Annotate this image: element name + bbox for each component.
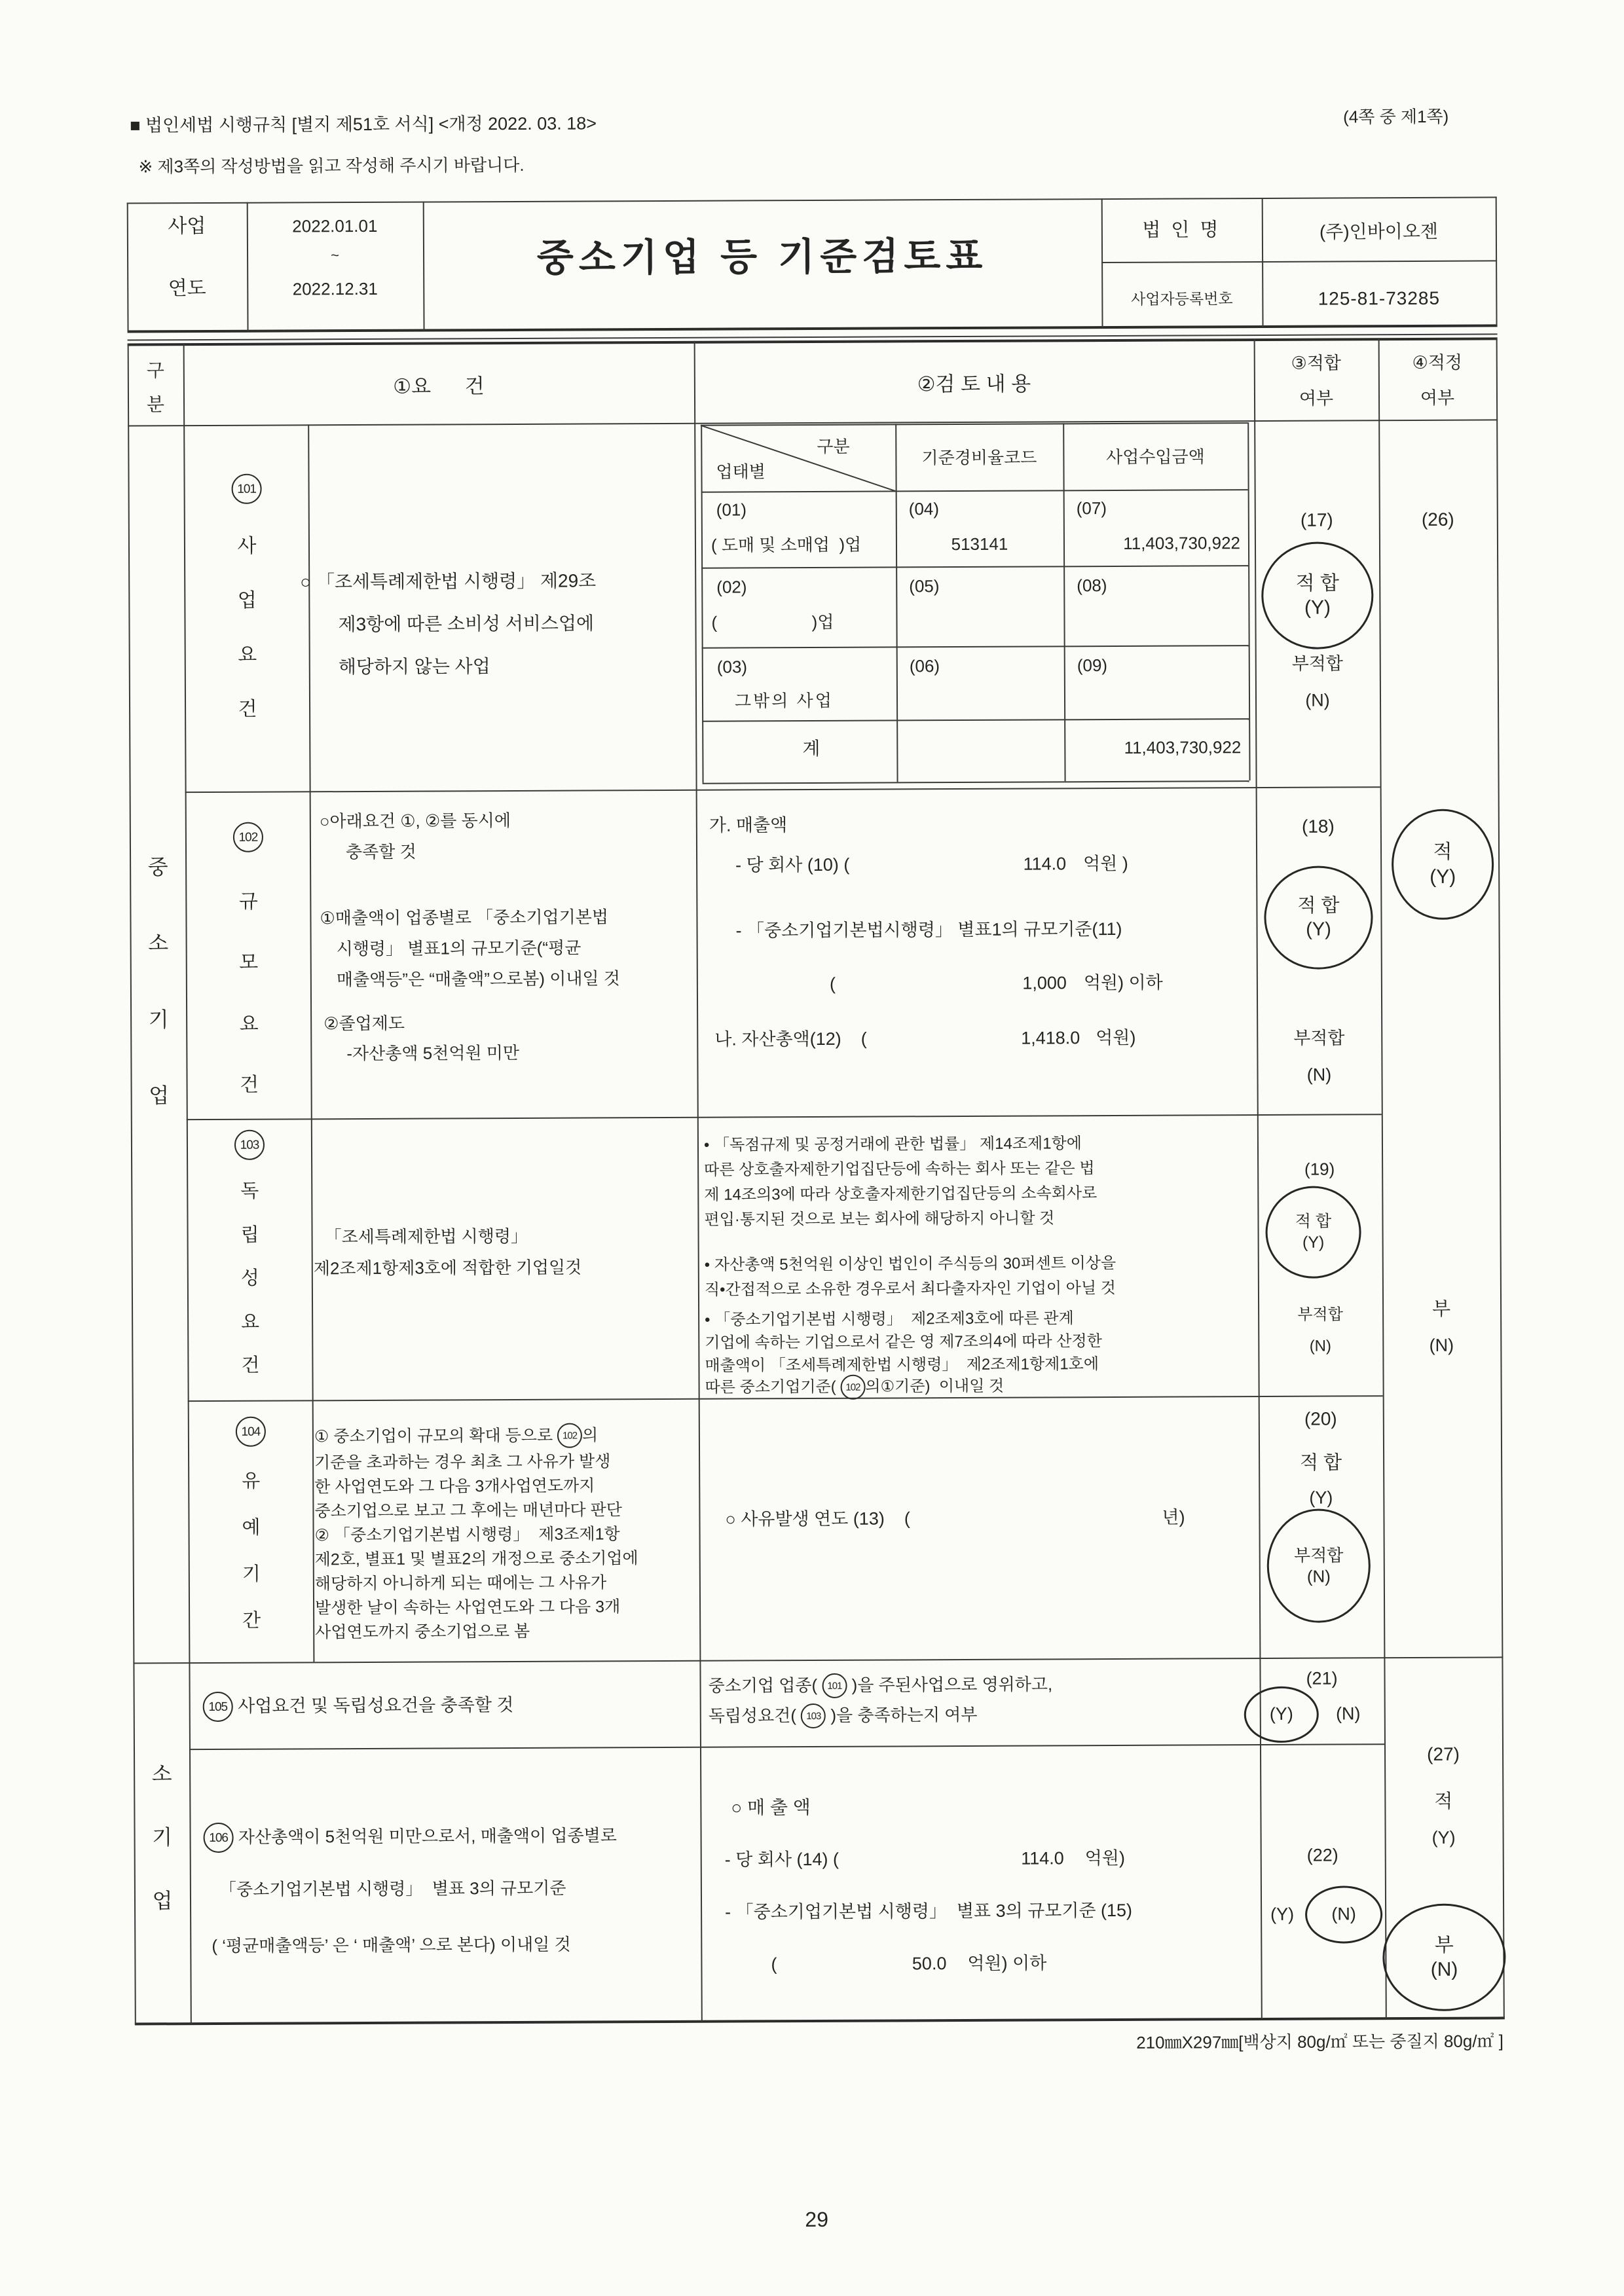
fail-mark-circle-20 bbox=[1266, 1508, 1371, 1623]
ref-101-badge: 101 bbox=[822, 1673, 847, 1698]
grid-line-v bbox=[1247, 422, 1250, 780]
page-number: 29 bbox=[805, 2207, 829, 2232]
biz-table-diag-left: 업태별 bbox=[716, 462, 766, 482]
grid-line-v bbox=[895, 424, 898, 782]
grid-line-h bbox=[702, 645, 1249, 649]
review-line-with-ref bbox=[709, 1703, 978, 1729]
paper-spec-footer: 210㎜X297㎜[백상지 80g/㎡ 또는 중질지 80g/㎡ ] bbox=[1136, 2031, 1504, 2052]
biz-table-cell: (08) bbox=[1077, 575, 1107, 596]
cause-year-unit: 년) bbox=[1162, 1507, 1185, 1527]
pass-yn-20: (Y) bbox=[1309, 1487, 1333, 1508]
period-end-date: 2022.12.31 bbox=[292, 278, 378, 299]
size-standard-value-15: 50.0 bbox=[912, 1954, 947, 1974]
review-line: 억원) 이하 bbox=[967, 1953, 1047, 1973]
pass-yn: (Y) bbox=[1269, 1704, 1293, 1724]
review-line: 억원) bbox=[1096, 1027, 1136, 1048]
req-line: -자산총액 5천억원 미만 bbox=[346, 1042, 520, 1064]
fit-code-19: (19) bbox=[1304, 1159, 1335, 1179]
label-char: 유 bbox=[242, 1470, 261, 1492]
review-line: - 「중소기업기본법 시행령」 별표 3의 규모기준 (15) bbox=[725, 1900, 1133, 1922]
review-line-with-ref bbox=[709, 1672, 1053, 1698]
label-char: 립 bbox=[240, 1224, 259, 1246]
pass-mark-circle-19 bbox=[1265, 1186, 1361, 1279]
label-char: 간 bbox=[242, 1610, 261, 1631]
pass-yn: (Y) bbox=[1306, 919, 1331, 940]
review-line: - 「중소기업기본법시행령」 별표1의 규모기준(11) bbox=[735, 919, 1122, 941]
pass-yn-22: (Y) bbox=[1270, 1904, 1295, 1924]
col-header-requirement: ①요 건 bbox=[393, 374, 485, 398]
biz-table-cell: (02) bbox=[716, 577, 747, 597]
review-line: 억원) bbox=[1084, 1848, 1125, 1868]
bullet-line-with-ref bbox=[705, 1374, 1005, 1400]
pass-yn: (Y) bbox=[1430, 866, 1456, 888]
section-number-badge: 102 bbox=[233, 822, 263, 852]
req-line: 제2호, 별표1 및 별표2의 개정으로 중소기업에 bbox=[314, 1549, 638, 1569]
req-line: ② 「중소기업기본법 시행령」 제3조제1항 bbox=[314, 1525, 620, 1545]
bullet-line: 제 14조의3에 따라 상호출자제한기업집단등의 소속회사로 bbox=[704, 1184, 1098, 1204]
section-number-badge: 104 bbox=[236, 1417, 266, 1447]
review-line: - 당 회사 (14) ( bbox=[724, 1849, 840, 1870]
bullet-line: • 「독점규제 및 공정거래에 관한 법률」 제14조제1항에 bbox=[703, 1135, 1082, 1154]
biz-reg-number: 125-81-73285 bbox=[1318, 287, 1441, 309]
biz-table-cell: 그밖의 사업 bbox=[734, 690, 834, 711]
biz-table-cell: (04) bbox=[908, 499, 940, 519]
fail-yn: (N) bbox=[1331, 1904, 1356, 1924]
review-text: 중소기업 업종( bbox=[708, 1675, 822, 1696]
size-standard-value: 1,000 bbox=[1022, 973, 1067, 993]
biz-table-total-amount: 11,403,730,922 bbox=[1124, 737, 1242, 757]
proper-code-27: (27) bbox=[1427, 1743, 1460, 1764]
review-line: ( bbox=[771, 1954, 777, 1975]
business-year-label-top: 사업 bbox=[168, 215, 206, 238]
req-text: 자산총액이 5천억원 미만으로서, 매출액이 업종별로 bbox=[233, 1825, 617, 1847]
section-number-badge: 106 bbox=[203, 1823, 233, 1853]
proper-27-pass-yn: (Y) bbox=[1431, 1827, 1456, 1848]
review-line: ○ 매 출 액 bbox=[731, 1797, 811, 1818]
biz-table-cell: ( )업 bbox=[711, 611, 834, 632]
req-line: 사업연도까지 중소기업으로 봄 bbox=[315, 1622, 530, 1642]
label-char: 성 bbox=[240, 1267, 259, 1289]
pass-yn-circle-21 bbox=[1244, 1686, 1319, 1743]
business-year-label-bottom: 연도 bbox=[168, 278, 206, 300]
label-char: 규 bbox=[238, 890, 258, 913]
pass-text-20: 적 합 bbox=[1299, 1452, 1342, 1474]
biz-table-cell: 11,403,730,922 bbox=[1123, 533, 1241, 553]
req-line: 시행령」 별표1의 규모기준(“평균 bbox=[336, 938, 581, 959]
grid-line-h bbox=[701, 489, 1248, 493]
section-103-label bbox=[234, 1130, 266, 1377]
review-text: )을 충족하는지 여부 bbox=[826, 1704, 978, 1725]
fit-code-22: (22) bbox=[1306, 1845, 1338, 1865]
grid-line-h bbox=[187, 1114, 1382, 1120]
grid-line-h bbox=[185, 786, 1380, 793]
review-text: )을 주된사업으로 영위하고, bbox=[847, 1674, 1053, 1695]
fail-yn: (N) bbox=[1306, 1566, 1331, 1586]
page-indicator: (4쪽 중 제1쪽) bbox=[1343, 106, 1449, 127]
sales-amount-value: 114.0 bbox=[1023, 854, 1067, 874]
form-regulation-header: ■ 법인세법 시행규칙 [별지 제51호 서식] <개정 2022. 03. 18> bbox=[130, 113, 597, 136]
req-line-with-ref bbox=[314, 1423, 598, 1449]
req-line: ○아래요건 ①, ②를 동시에 bbox=[319, 811, 511, 831]
grid-line-h bbox=[133, 1656, 1503, 1664]
fit-code-21: (21) bbox=[1306, 1668, 1338, 1688]
grid-line-v bbox=[701, 425, 703, 783]
corp-name-value: (주)인바이오젠 bbox=[1319, 221, 1438, 242]
label-char: 건 bbox=[240, 1074, 259, 1096]
fit-code-20: (20) bbox=[1304, 1408, 1337, 1429]
proper-26-fail-yn: (N) bbox=[1429, 1335, 1454, 1355]
ref-102-badge: 102 bbox=[840, 1375, 865, 1400]
bullet-line: 편입·통지된 것으로 보는 회사에 해당하지 아니할 것 bbox=[704, 1209, 1055, 1229]
col-header-proper-2: 여부 bbox=[1420, 388, 1455, 408]
biz-table-cell: (05) bbox=[909, 576, 940, 596]
req-line: 제2조제1항제3호에 적합한 기업일것 bbox=[313, 1257, 582, 1279]
fit-code-17: (17) bbox=[1300, 509, 1333, 530]
review-line: 억원) 이하 bbox=[1083, 972, 1163, 993]
biz-table-header-code: 기준경비율코드 bbox=[921, 447, 1037, 468]
label-char: 건 bbox=[241, 1355, 260, 1376]
ref-103-badge: 103 bbox=[801, 1704, 826, 1728]
gubun-char: 소 bbox=[148, 931, 169, 955]
grid-line-h bbox=[127, 196, 1497, 204]
grid-line-v bbox=[183, 343, 192, 2024]
req-line: 매출액등”은 “매출액”으로봄) 이내일 것 bbox=[336, 968, 620, 990]
fail-text: 부 bbox=[1434, 1934, 1454, 1956]
pass-mark-circle-18 bbox=[1264, 866, 1373, 970]
review-line: 나. 자산총액(12) ( bbox=[714, 1029, 867, 1049]
req-line-106 bbox=[203, 1821, 616, 1853]
label-char: 업 bbox=[237, 589, 257, 611]
fail-yn-19: (N) bbox=[1309, 1337, 1332, 1355]
review-line: 가. 매출액 bbox=[709, 815, 788, 835]
corp-name-label: 법 인 명 bbox=[1142, 219, 1221, 241]
proper-27-fail-circle bbox=[1382, 1903, 1506, 2011]
pass-yn: (Y) bbox=[1302, 1233, 1325, 1252]
proper-26-fail-text: 부 bbox=[1431, 1298, 1451, 1320]
req-line: 충족할 것 bbox=[345, 841, 416, 862]
req-line: 제3항에 따른 소비성 서비스업에 bbox=[338, 613, 595, 635]
biz-table-header-amount: 사업수입금액 bbox=[1105, 446, 1205, 467]
col-header-review: ②검 토 내 용 bbox=[917, 372, 1031, 396]
req-line: 「조세특례제한법 시행령」 bbox=[324, 1226, 528, 1247]
section-102-label bbox=[233, 822, 265, 1097]
gubun-char: 업 bbox=[152, 1889, 173, 1913]
col-header-fit-1: ③적합 bbox=[1291, 353, 1342, 373]
cause-year-field: ○ 사유발생 연도 (13) ( bbox=[725, 1508, 910, 1529]
form-title: 중소기업 등 기준검토표 bbox=[536, 234, 988, 280]
req-line-105 bbox=[203, 1690, 514, 1722]
biz-table-cell: (09) bbox=[1077, 655, 1108, 676]
bullet-text: 의①기준) 이내일 것 bbox=[865, 1377, 1005, 1396]
proper-26-pass-circle bbox=[1392, 809, 1494, 920]
ref-102-badge: 102 bbox=[557, 1423, 582, 1448]
grid-line-h bbox=[135, 2016, 1505, 2025]
biz-table-cell: (01) bbox=[716, 500, 747, 520]
label-char: 요 bbox=[238, 644, 257, 666]
req-line: ②졸업제도 bbox=[323, 1013, 405, 1034]
req-text: 사업요건 및 독립성요건을 충족할 것 bbox=[232, 1695, 514, 1717]
req-line: 해당하지 않는 사업 bbox=[338, 656, 490, 678]
label-char: 건 bbox=[238, 698, 257, 720]
review-text: 독립성요건( bbox=[708, 1705, 802, 1726]
req-line: 해당하지 아니하게 되는 때에는 그 사유가 bbox=[314, 1573, 607, 1594]
req-text: ① 중소기업이 규모의 확대 등으로 bbox=[314, 1426, 558, 1446]
label-char: 독 bbox=[240, 1181, 259, 1203]
label-char: 모 bbox=[239, 951, 259, 974]
label-char: 요 bbox=[241, 1311, 260, 1333]
period-start-date: 2022.01.01 bbox=[292, 215, 378, 236]
section-104-label bbox=[236, 1417, 267, 1633]
label-char: 예 bbox=[242, 1517, 261, 1539]
label-char: 요 bbox=[239, 1013, 259, 1035]
req-line: 한 사업연도와 그 다음 3개사업연도까지 bbox=[314, 1476, 595, 1497]
col-header-proper-1: ④적정 bbox=[1412, 352, 1463, 373]
pass-mark-circle-17 bbox=[1261, 541, 1374, 649]
pass-text: 적 합 bbox=[1297, 895, 1340, 917]
gubun-char: 중 bbox=[147, 855, 168, 879]
gubun-char: 기 bbox=[152, 1825, 173, 1850]
gubun-label-sme bbox=[143, 850, 174, 1109]
req-line: ○ 「조세특례제한법 시행령」 제29조 bbox=[300, 570, 597, 592]
biz-table-total-label: 계 bbox=[802, 738, 821, 759]
biz-reg-label: 사업자등록번호 bbox=[1131, 290, 1233, 308]
gubun-char: 소 bbox=[151, 1762, 172, 1786]
biz-table-cell: 513141 bbox=[951, 534, 1008, 555]
col-header-gubun-1: 구 bbox=[146, 360, 164, 381]
pass-text: 적 bbox=[1433, 841, 1452, 863]
bullet-line: • 「중소기업기본법 시행령」 제2조제3호에 따른 관계 bbox=[705, 1309, 1074, 1329]
req-line: 발생한 날이 속하는 사업연도와 그 다음 3개 bbox=[314, 1597, 621, 1618]
pass-yn: (Y) bbox=[1304, 596, 1331, 619]
grid-line-h bbox=[1101, 260, 1497, 263]
gubun-char: 업 bbox=[149, 1084, 170, 1108]
bullet-text: 따른 중소기업기준( bbox=[705, 1378, 841, 1396]
proper-27-pass-text: 적 bbox=[1434, 1791, 1453, 1812]
col-header-fit-2: 여부 bbox=[1299, 388, 1334, 409]
grid-line-v bbox=[1063, 423, 1065, 781]
col-header-gubun-2: 분 bbox=[146, 394, 165, 415]
instruction-note: ※ 제3쪽의 작성방법을 읽고 작성해 주시기 바랍니다. bbox=[138, 155, 525, 177]
fail-text-19: 부적합 bbox=[1297, 1305, 1343, 1324]
sales-amount-value-14: 114.0 bbox=[1021, 1848, 1064, 1868]
review-line: - 당 회사 (10) ( bbox=[735, 854, 850, 875]
fail-yn: (N) bbox=[1430, 1958, 1458, 1980]
fit-code-18: (18) bbox=[1301, 816, 1335, 837]
pass-text: 적 합 bbox=[1295, 572, 1339, 594]
grid-line-h bbox=[128, 324, 1498, 333]
grid-line-h bbox=[189, 1743, 1384, 1750]
req-line: ( ‘평균매출액등’ 은 ‘ 매출액’ 으로 본다) 이내일 것 bbox=[212, 1934, 571, 1956]
req-text: 의 bbox=[581, 1426, 599, 1445]
gubun-label-small-company bbox=[147, 1757, 177, 1914]
fail-text: 부적합 bbox=[1293, 1544, 1344, 1565]
biz-table-cell: (06) bbox=[909, 656, 940, 676]
bullet-line: 따른 상호출자제한기업집단등에 속하는 회사 또는 같은 법 bbox=[704, 1159, 1095, 1179]
grid-line-h bbox=[701, 565, 1248, 569]
biz-table-cell: ( 도매 및 소매업 )업 bbox=[710, 534, 862, 555]
grid-line-h bbox=[702, 718, 1249, 722]
label-char: 기 bbox=[242, 1563, 261, 1585]
label-char: 사 bbox=[237, 535, 257, 557]
fail-yn-17: (N) bbox=[1305, 690, 1330, 710]
review-line: 억원 ) bbox=[1083, 853, 1128, 874]
proper-code-26: (26) bbox=[1421, 509, 1454, 530]
gubun-char: 기 bbox=[148, 1007, 169, 1032]
fail-yn-21: (N) bbox=[1335, 1704, 1361, 1724]
req-line: 중소기업으로 보고 그 후에는 매년마다 판단 bbox=[314, 1501, 622, 1521]
biz-table-diag-top: 구분 bbox=[817, 436, 850, 456]
fail-text-18: 부적합 bbox=[1293, 1028, 1345, 1048]
fail-yn-circle-22 bbox=[1305, 1886, 1382, 1944]
bullet-line: • 자산총액 5천억원 이상인 법인이 주식등의 30퍼센트 이상을 bbox=[704, 1254, 1116, 1274]
section-number-badge: 105 bbox=[203, 1692, 233, 1722]
fail-text-17: 부적합 bbox=[1291, 653, 1343, 674]
grid-line-v bbox=[308, 424, 314, 1662]
section-number-badge: 103 bbox=[234, 1130, 265, 1160]
bullet-line: 매출액이 「조세특례제한법 시행령」 제2조제1항제1호에 bbox=[705, 1355, 1099, 1375]
grid-line-v bbox=[128, 344, 136, 2024]
req-line: 「중소기업기본법 시행령」 별표 3의 규모기준 bbox=[219, 1878, 566, 1899]
grid-line-h bbox=[703, 780, 1249, 784]
period-tilde: ~ bbox=[331, 247, 340, 264]
biz-table-cell: (07) bbox=[1076, 498, 1107, 519]
asset-total-value: 1,418.0 bbox=[1021, 1028, 1080, 1048]
section-number-badge: 101 bbox=[231, 474, 261, 504]
section-101-label bbox=[231, 474, 263, 721]
review-line: ( bbox=[829, 974, 836, 994]
biz-table-cell: (03) bbox=[716, 657, 748, 677]
req-line: 기준을 초과하는 경우 최초 그 사유가 발생 bbox=[314, 1452, 611, 1472]
req-line: ①매출액이 업종별로 「중소기업기본법 bbox=[320, 907, 609, 928]
bullet-line: 직•간접적으로 소유한 경우로서 최다출자자인 기업이 아닐 것 bbox=[704, 1279, 1116, 1299]
grid-line-v bbox=[1496, 337, 1505, 2018]
fail-yn-18: (N) bbox=[1306, 1065, 1332, 1085]
bullet-line: 기업에 속하는 기업으로서 같은 영 제7조의4에 따라 산정한 bbox=[705, 1332, 1102, 1352]
pass-text: 적 합 bbox=[1295, 1212, 1332, 1231]
